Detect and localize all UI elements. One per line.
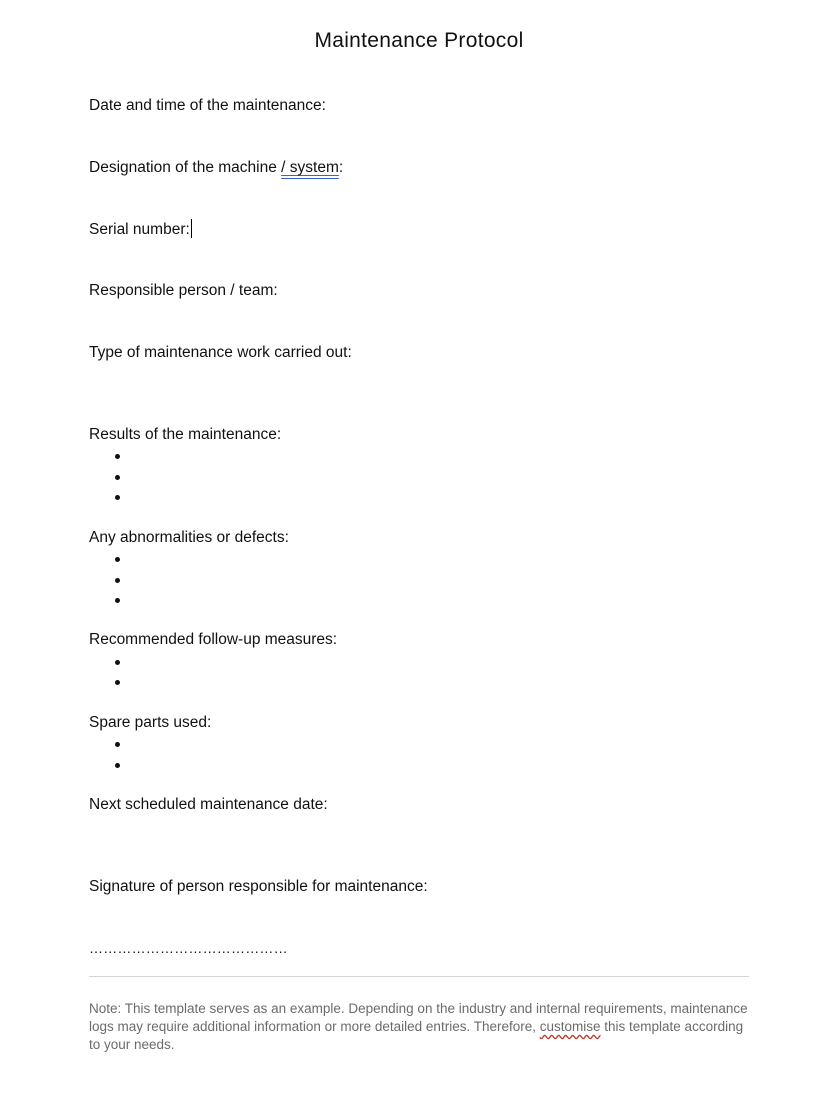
serial-number-label: Serial number: (89, 221, 190, 238)
field-results[interactable]: Results of the maintenance: (89, 426, 282, 443)
field-abnormalities[interactable]: Any abnormalities or defects: (89, 529, 289, 546)
text-cursor (191, 219, 192, 238)
note-paragraph[interactable] (89, 1000, 753, 1054)
divider (89, 976, 749, 977)
list-bullet (115, 578, 120, 583)
field-serial-number[interactable] (89, 219, 192, 240)
grammar-flagged-text[interactable]: / system (281, 159, 339, 176)
list-bullet (115, 598, 120, 603)
field-signature[interactable]: Signature of person responsible for maintenance: (89, 878, 428, 895)
list-bullet (115, 680, 120, 685)
list-bullet (115, 557, 120, 562)
list-bullet (115, 454, 120, 459)
list-bullet (115, 495, 120, 500)
note-text-before: Note: This template serves as an example. Depending on the industry and internal requirements, maintenance logs may require additional information or more detailed entries. Therefore, (89, 1001, 748, 1034)
field-responsible[interactable]: Responsible person / team: (89, 282, 278, 299)
field-next-date[interactable]: Next scheduled maintenance date: (89, 796, 328, 813)
list-bullet (115, 742, 120, 747)
designation-colon: : (338, 159, 344, 176)
field-date-time[interactable]: Date and time of the maintenance: (89, 97, 326, 114)
field-work-type[interactable]: Type of maintenance work carried out: (89, 344, 352, 361)
signature-line[interactable]: …………………………………… (89, 940, 288, 956)
field-spare-parts[interactable]: Spare parts used: (89, 714, 212, 731)
field-designation[interactable] (89, 158, 343, 178)
note-text-after: this template according to your needs. (89, 1019, 744, 1052)
list-bullet (115, 475, 120, 480)
field-follow-up[interactable]: Recommended follow-up measures: (89, 631, 338, 648)
document-title: Maintenance Protocol (314, 29, 524, 52)
list-bullet (115, 660, 120, 665)
list-bullet (115, 763, 120, 768)
designation-label: Designation of the machine (89, 159, 277, 176)
spelling-flagged-word[interactable]: customise (539, 1019, 601, 1034)
